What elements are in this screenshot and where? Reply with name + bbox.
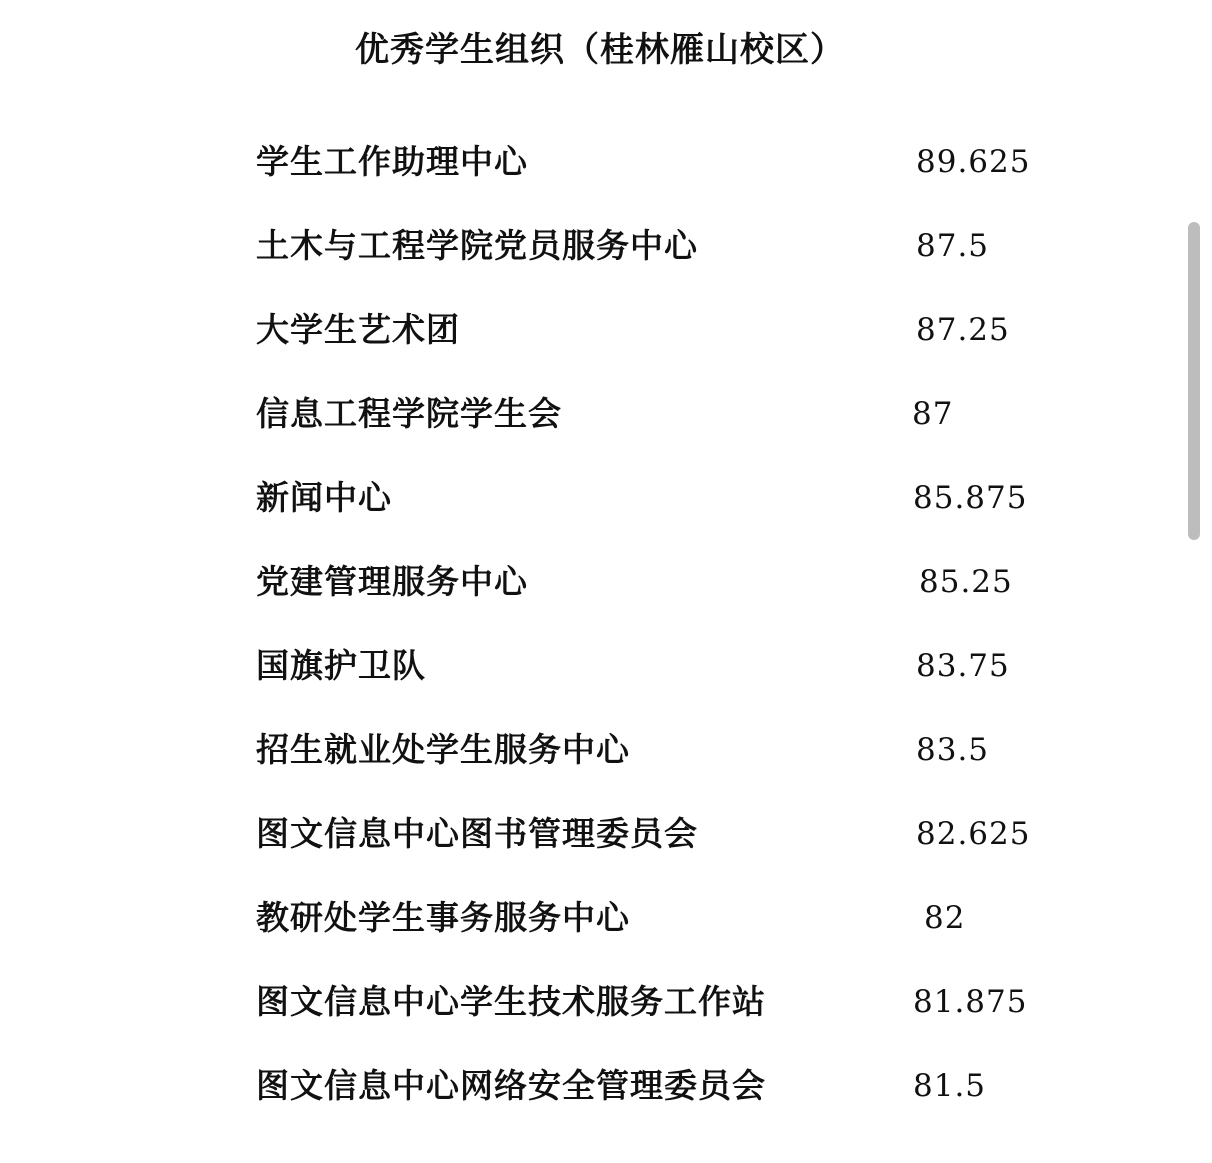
list-item	[256, 808, 1056, 892]
organization-score: 82	[924, 900, 966, 936]
list-item	[256, 976, 1056, 1060]
organization-score: 87.5	[916, 228, 990, 264]
organization-score: 83.75	[916, 648, 1010, 684]
organization-score: 82.625	[916, 816, 1031, 852]
organization-name: 党建管理服务中心	[256, 562, 528, 601]
organization-score: 81.5	[913, 1068, 987, 1104]
organization-name: 土木与工程学院党员服务中心	[256, 226, 698, 265]
organization-score: 85.25	[919, 564, 1013, 600]
organization-name: 信息工程学院学生会	[256, 394, 562, 433]
organization-name: 大学生艺术团	[256, 310, 460, 349]
organization-name: 学生工作助理中心	[256, 142, 528, 181]
organization-score: 83.5	[916, 732, 990, 768]
list-item	[256, 136, 1056, 220]
organization-name: 新闻中心	[256, 478, 392, 517]
organization-score: 87.25	[916, 312, 1010, 348]
organization-score: 85.875	[913, 480, 1028, 516]
organization-name: 招生就业处学生服务中心	[256, 730, 630, 769]
list-item	[256, 388, 1056, 472]
list-item	[256, 220, 1056, 304]
vertical-scrollbar[interactable]	[1188, 222, 1200, 540]
organization-list	[256, 136, 1056, 1144]
list-item	[256, 892, 1056, 976]
list-item	[256, 1060, 1056, 1144]
organization-name: 图文信息中心网络安全管理委员会	[256, 1066, 766, 1105]
list-item	[256, 304, 1056, 388]
organization-score: 81.875	[913, 984, 1028, 1020]
list-item	[256, 724, 1056, 808]
list-item	[256, 556, 1056, 640]
page-title: 优秀学生组织（桂林雁山校区）	[355, 30, 845, 70]
organization-score: 87	[912, 396, 954, 432]
list-item	[256, 472, 1056, 556]
organization-name: 图文信息中心学生技术服务工作站	[256, 982, 766, 1021]
organization-name: 国旗护卫队	[256, 646, 426, 685]
organization-name: 图文信息中心图书管理委员会	[256, 814, 698, 853]
list-item	[256, 640, 1056, 724]
organization-name: 教研处学生事务服务中心	[256, 898, 630, 937]
organization-score: 89.625	[916, 144, 1031, 180]
